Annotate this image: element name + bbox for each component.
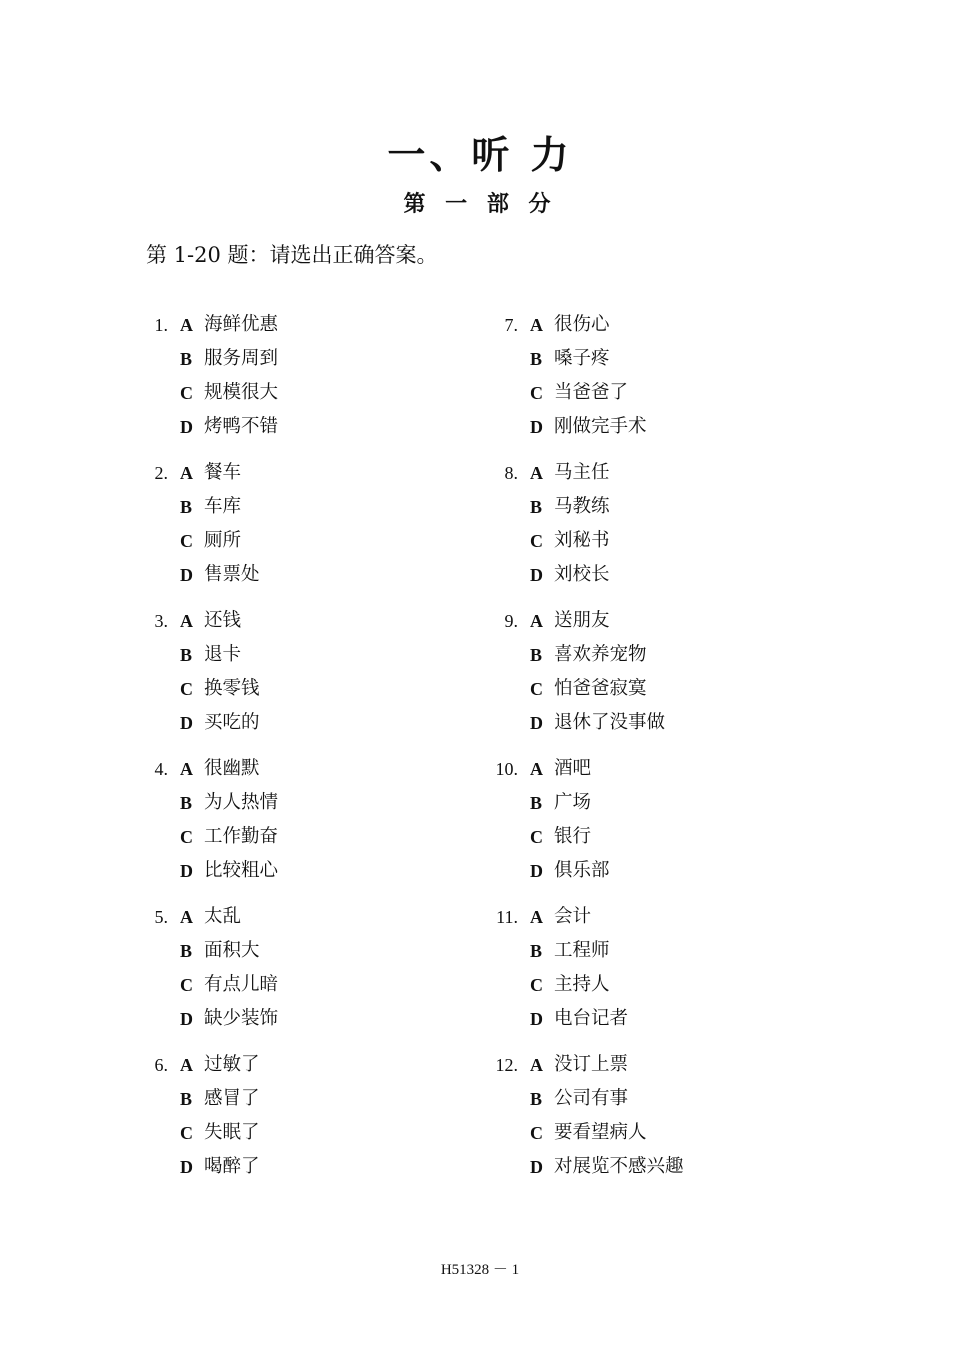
answer-option: [130, 376, 460, 410]
answer-option: [130, 524, 460, 558]
questions-column-right: [480, 308, 810, 1196]
option-letter: C: [180, 383, 193, 403]
option-text: 送朋友: [554, 610, 610, 631]
answer-option: [480, 706, 810, 740]
option-letter: D: [180, 713, 193, 733]
answer-option: [480, 376, 810, 410]
answer-option: [480, 968, 810, 1002]
option-letter: C: [180, 531, 193, 551]
question-block: [130, 752, 460, 900]
option-letter: B: [530, 645, 543, 665]
page-footer: H51328 － 1: [440, 1262, 520, 1278]
option-letter: D: [530, 861, 543, 881]
answer-option: [130, 1150, 460, 1184]
answer-option: [130, 410, 460, 444]
option-letter: A: [180, 1055, 193, 1075]
option-text: 为人热情: [204, 792, 279, 813]
answer-option: [480, 820, 810, 854]
question-block: [130, 604, 460, 752]
question-block: [480, 604, 810, 752]
option-letter: D: [530, 417, 543, 437]
answer-option: [130, 490, 460, 524]
option-letter: A: [180, 611, 193, 631]
option-letter: A: [180, 315, 193, 335]
question-number: 8.: [504, 463, 518, 483]
option-letter: A: [530, 463, 543, 483]
option-text: 感冒了: [204, 1088, 260, 1109]
answer-option: [130, 308, 460, 342]
option-text: 喜欢养宠物: [554, 644, 647, 665]
option-letter: A: [180, 907, 193, 927]
option-text: 刘校长: [554, 564, 610, 585]
answer-option: [480, 342, 810, 376]
option-letter: D: [530, 1009, 543, 1029]
answer-option: [130, 1002, 460, 1036]
answer-option: [480, 410, 810, 444]
option-text: 规模很大: [204, 382, 279, 403]
question-block: [480, 900, 810, 1048]
answer-option: [130, 672, 460, 706]
answer-option: [480, 672, 810, 706]
answer-option: [480, 1082, 810, 1116]
option-letter: A: [180, 463, 193, 483]
option-letter: B: [530, 1089, 543, 1109]
option-letter: A: [530, 611, 543, 631]
answer-option: [480, 490, 810, 524]
question-block: [130, 900, 460, 1048]
option-text: 喝醉了: [204, 1156, 260, 1177]
option-text: 要看望病人: [554, 1122, 647, 1143]
answer-option: [480, 786, 810, 820]
question-number: 1.: [154, 315, 168, 335]
option-letter: D: [180, 1009, 193, 1029]
question-number: 9.: [504, 611, 518, 631]
answer-option: [130, 604, 460, 638]
answer-option: [480, 900, 810, 934]
option-letter: D: [180, 565, 193, 585]
option-letter: C: [180, 975, 193, 995]
option-letter: B: [180, 497, 193, 517]
answer-option: [130, 752, 460, 786]
option-text: 很幽默: [204, 758, 260, 779]
option-text: 买吃的: [204, 712, 260, 733]
option-text: 怕爸爸寂寞: [554, 678, 647, 699]
option-text: 太乱: [204, 906, 242, 927]
option-text: 银行: [554, 826, 592, 847]
option-text: 服务周到: [204, 348, 279, 369]
option-text: 售票处: [204, 564, 260, 585]
question-block: [130, 456, 460, 604]
option-text: 没订上票: [554, 1054, 629, 1075]
option-letter: D: [530, 565, 543, 585]
option-letter: D: [180, 861, 193, 881]
option-text: 工作勤奋: [204, 826, 279, 847]
option-text: 嗓子疼: [554, 348, 610, 369]
option-letter: C: [530, 975, 543, 995]
option-text: 当爸爸了: [554, 382, 629, 403]
option-text: 公司有事: [554, 1088, 629, 1109]
answer-option: [480, 308, 810, 342]
question-block: [480, 456, 810, 604]
option-text: 厕所: [204, 530, 242, 551]
option-letter: A: [180, 759, 193, 779]
answer-option: [130, 786, 460, 820]
option-letter: C: [180, 1123, 193, 1143]
option-text: 马主任: [554, 462, 610, 483]
question-block: [480, 752, 810, 900]
option-text: 广场: [554, 792, 592, 813]
option-letter: C: [180, 827, 193, 847]
option-letter: C: [530, 531, 543, 551]
option-letter: A: [530, 759, 543, 779]
option-text: 换零钱: [204, 678, 260, 699]
question-number: 7.: [504, 315, 518, 335]
answer-option: [130, 456, 460, 490]
option-letter: C: [530, 827, 543, 847]
question-block: [130, 308, 460, 456]
option-letter: B: [180, 349, 193, 369]
answer-option: [480, 1116, 810, 1150]
part-subtitle: 第 一 部 分: [403, 191, 557, 217]
option-text: 对展览不感兴趣: [554, 1156, 684, 1177]
answer-option: [480, 854, 810, 888]
answer-option: [130, 968, 460, 1002]
option-text: 失眠了: [204, 1122, 260, 1143]
option-text: 退卡: [204, 644, 242, 665]
question-number: 5.: [154, 907, 168, 927]
question-number: 10.: [495, 759, 518, 779]
option-letter: B: [180, 1089, 193, 1109]
option-letter: B: [530, 793, 543, 813]
questions-column-left: [130, 308, 460, 1196]
option-text: 刘秘书: [554, 530, 610, 551]
option-text: 工程师: [554, 940, 610, 961]
answer-option: [130, 1116, 460, 1150]
option-letter: B: [180, 645, 193, 665]
section-title: 一、听 力: [387, 132, 573, 177]
question-block: [130, 1048, 460, 1196]
option-letter: A: [530, 907, 543, 927]
option-text: 俱乐部: [554, 860, 610, 881]
answer-option: [130, 1082, 460, 1116]
option-text: 面积大: [204, 940, 260, 961]
question-number: 12.: [495, 1055, 518, 1075]
answer-option: [480, 752, 810, 786]
question-number: 4.: [154, 759, 168, 779]
answer-option: [480, 558, 810, 592]
question-block: [480, 1048, 810, 1196]
answer-option: [130, 900, 460, 934]
option-text: 烤鸭不错: [204, 416, 279, 437]
option-text: 还钱: [204, 610, 242, 631]
option-letter: C: [530, 383, 543, 403]
option-text: 车库: [204, 496, 242, 517]
option-letter: C: [180, 679, 193, 699]
answer-option: [130, 706, 460, 740]
option-text: 马教练: [554, 496, 610, 517]
option-letter: B: [180, 941, 193, 961]
answer-option: [480, 604, 810, 638]
answer-option: [480, 1150, 810, 1184]
answer-option: [130, 854, 460, 888]
option-letter: B: [530, 941, 543, 961]
option-letter: C: [530, 1123, 543, 1143]
answer-option: [480, 524, 810, 558]
option-text: 比较粗心: [204, 860, 279, 881]
answer-option: [130, 638, 460, 672]
answer-option: [480, 456, 810, 490]
option-text: 主持人: [554, 974, 610, 995]
option-letter: D: [530, 713, 543, 733]
option-text: 餐车: [204, 462, 242, 483]
answer-option: [480, 934, 810, 968]
option-letter: A: [530, 1055, 543, 1075]
answer-option: [130, 820, 460, 854]
option-text: 很伤心: [554, 314, 610, 335]
question-block: [480, 308, 810, 456]
option-text: 缺少装饰: [204, 1008, 279, 1029]
option-letter: D: [530, 1157, 543, 1177]
option-text: 海鲜优惠: [204, 314, 279, 335]
option-letter: B: [530, 497, 543, 517]
option-text: 刚做完手术: [554, 416, 647, 437]
option-text: 过敏了: [204, 1054, 260, 1075]
instruction-text: 第 1-20 题：请选出正确答案。: [146, 243, 438, 267]
question-number: 2.: [154, 463, 168, 483]
option-text: 退休了没事做: [554, 712, 666, 733]
question-number: 11.: [496, 907, 518, 927]
answer-option: [130, 934, 460, 968]
option-text: 酒吧: [554, 758, 592, 779]
option-letter: D: [180, 417, 193, 437]
option-letter: D: [180, 1157, 193, 1177]
option-letter: A: [530, 315, 543, 335]
option-text: 会计: [554, 906, 592, 927]
answer-option: [480, 638, 810, 672]
answer-option: [130, 342, 460, 376]
question-number: 3.: [154, 611, 168, 631]
option-text: 电台记者: [554, 1008, 629, 1029]
option-letter: B: [180, 793, 193, 813]
answer-option: [130, 558, 460, 592]
answer-option: [130, 1048, 460, 1082]
option-letter: B: [530, 349, 543, 369]
option-letter: C: [530, 679, 543, 699]
option-text: 有点儿暗: [204, 974, 279, 995]
question-number: 6.: [154, 1055, 168, 1075]
answer-option: [480, 1002, 810, 1036]
answer-option: [480, 1048, 810, 1082]
